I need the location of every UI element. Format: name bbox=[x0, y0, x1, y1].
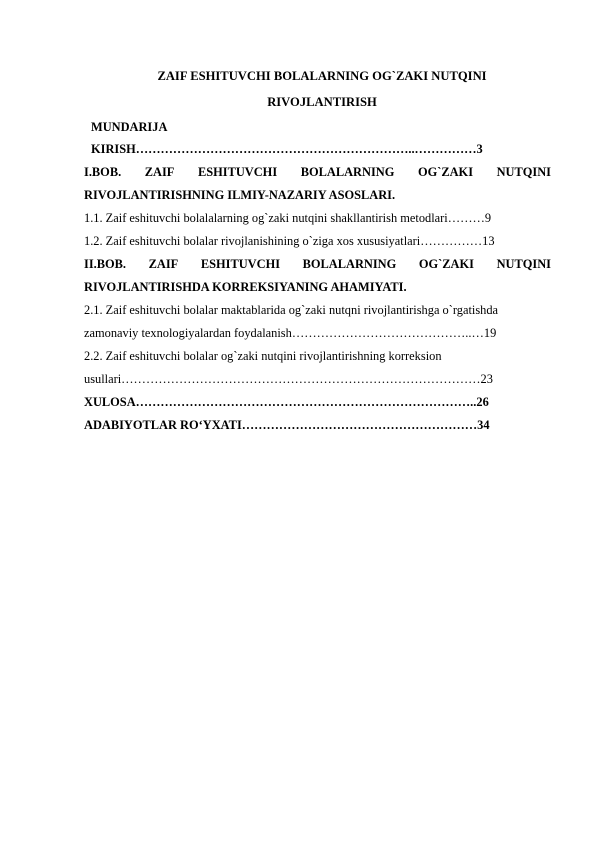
contents-heading: MUNDARIJA bbox=[91, 120, 168, 134]
toc-xulosa: XULOSA………………………………………………………………………..26 bbox=[84, 395, 489, 409]
toc-kirish: KIRISH…………………………………………………………..……………3 bbox=[91, 142, 483, 156]
document-title-line2: RIVOJLANTIRISH bbox=[267, 95, 377, 109]
toc-item-1-1: 1.1. Zaif eshituvchi bolalalarning og`zaki nutqini shakllantirish metodlari………9 bbox=[84, 211, 492, 225]
toc-chapter1-word: NUTQINI bbox=[496, 165, 551, 179]
toc-item-2-1-line1: 2.1. Zaif eshituvchi bolalar maktablarida og`zaki nutqni rivojlantirishga o`rgatishda bbox=[84, 303, 499, 317]
toc-chapter2-word: ESHITUVCHI bbox=[200, 257, 281, 271]
toc-chapter2-line2: RIVOJLANTIRISHDA KORREKSIYANING AHAMIYATI. bbox=[84, 280, 407, 294]
document-title-line1: ZAIF ESHITUVCHI BOLALARNING OG`ZAKI NUTQINI bbox=[157, 69, 487, 83]
toc-item-1-2: 1.2. Zaif eshituvchi bolalar rivojlanishining o`ziga xos xususiyatlari……………13 bbox=[84, 234, 495, 248]
toc-item-2-1-line2: zamonaviy texnologiyalardan foydalanish……………………………………..…19 bbox=[84, 326, 497, 340]
toc-chapter2-word: BOLALARNING bbox=[302, 257, 397, 271]
toc-chapter1-word: ESHITUVCHI bbox=[197, 165, 278, 179]
toc-chapter1-word: I.BOB. bbox=[84, 165, 122, 179]
toc-chapter2-word: NUTQINI bbox=[496, 257, 551, 271]
toc-chapter1-line2: RIVOJLANTIRISHNING ILMIY-NAZARIY ASOSLARI. bbox=[84, 188, 396, 202]
toc-item-2-2-line1: 2.2. Zaif eshituvchi bolalar og`zaki nutqini rivojlantirishning korreksion bbox=[84, 349, 442, 363]
toc-item-2-2-line2: usullari……………………………………………………………………………23 bbox=[84, 372, 493, 386]
toc-chapter1-word: OG`ZAKI bbox=[417, 165, 474, 179]
toc-chapter2-word: II.BOB. bbox=[84, 257, 127, 271]
toc-chapter2-word: OG`ZAKI bbox=[418, 257, 474, 271]
toc-chapter1-word: ZAIF bbox=[144, 165, 175, 179]
toc-adabiyotlar: ADABIYOTLAR RO‘YXATI…………………………………………………34 bbox=[84, 418, 490, 432]
toc-chapter1-word: BOLALARNING bbox=[300, 165, 395, 179]
toc-chapter1-line1 bbox=[84, 164, 551, 180]
toc-chapter2-word: ZAIF bbox=[148, 257, 179, 271]
toc-chapter2-line1 bbox=[84, 256, 551, 272]
